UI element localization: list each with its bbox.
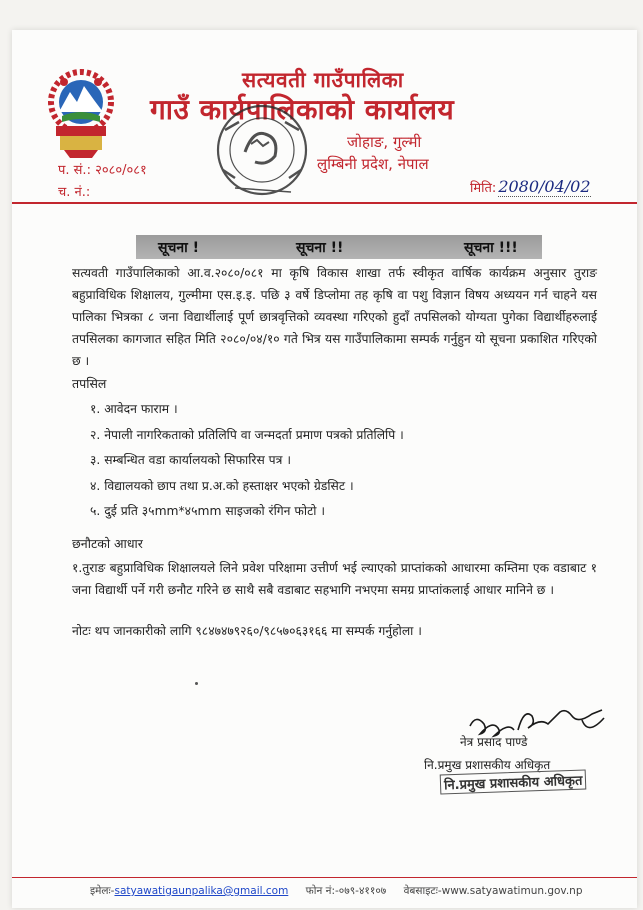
address-line-2: लुम्बिनी प्रदेश, नेपाल: [317, 155, 429, 173]
municipality-name: सत्यवती गाउँपालिका: [242, 68, 404, 92]
signatory-title: नि.प्रमुख प्रशासकीय अधिकृत: [424, 758, 551, 772]
stray-dot: [195, 682, 198, 685]
list-item: २. नेपाली नागरिकताको प्रतिलिपि वा जन्मदर्ता प्रमाण पत्रको प्रतिलिपि ।: [90, 427, 404, 442]
selection-heading: छनौटको आधार: [72, 535, 143, 551]
list-item: ४. विद्यालयको छाप तथा प्र.अ.को हस्ताक्षर भएको ग्रेडसिट ।: [90, 478, 354, 493]
email-label: इमेलः-: [90, 885, 115, 897]
signatory-name: नेत्र प्रसाद पाण्डे: [460, 735, 528, 749]
tapsil-list: [90, 397, 597, 525]
notice-word-2: सूचना !!: [296, 240, 344, 256]
email-link[interactable]: satyawatigaunpalika@gmail.com: [114, 885, 289, 897]
nepal-emblem-logo: [42, 62, 120, 160]
patra-sankhya: प. सं.: २०८०/०८१: [58, 163, 147, 178]
footer: [90, 884, 583, 898]
website-label: वेबसाइटः-: [403, 885, 442, 897]
office-name: गाउँ कार्यपालिकाको कार्यालय: [150, 93, 455, 126]
chalani-number: च. नं.:: [58, 185, 91, 200]
intro-paragraph: सत्यवती गाउँपालिकाको आ.व.२०८०/०८१ मा कृषि विकास शाखा तर्फ स्वीकृत वार्षिक कार्यक्रम अनुसार तुराङ बहुप्राविधिक शिक्षालय, गुल्मीमा एस.इ.इ. पछि ३ वर्षे डिप्लोमा तह कृषि वा पशु विज्ञान विषय अध्ययन गर्न चाहने यस पालिका भित्रका ८ जना विद्यार्थीलाई पूर्ण छात्रवृत्तिको व्यवस्था गरिएको हुदाँ तपसिलको योग्यता पुगेका विद्यार्थीहरुलाई तपसिलका कागजात सहित मिति २०८०/०४/१० गते भित्र यस गाउँपालिकामा सम्पर्क गर्नुहुन यो सूचना प्रकाशित गरिएको छ ।: [72, 266, 597, 368]
date-value: 2080/04/02: [498, 177, 591, 196]
letter-page: [12, 30, 637, 908]
notice-body: [72, 262, 597, 642]
website-url[interactable]: www.satyawatimun.gov.np: [441, 885, 583, 897]
date-label: मिति:: [470, 181, 497, 196]
letter-date: [470, 177, 591, 196]
footer-divider: [12, 877, 637, 878]
contact-note: नोटः थप जानकारीको लागि ९८४७४७९२६०/९८५७०६३१६६ मा सम्पर्क गर्नुहोला ।: [72, 623, 422, 638]
list-item: ३. सम्बन्धित वडा कार्यालयको सिफारिस पत्र ।: [90, 453, 292, 467]
phone-number: फोन नं:-०७९-४११०७: [305, 885, 387, 897]
list-item: १. आवेदन फाराम ।: [90, 402, 178, 416]
list-item: ५. दुई प्रति ३५mm*४५mm साइजको रंगिन फोटो ।: [90, 504, 326, 518]
selection-paragraph: १.तुराङ बहुप्राविधिक शिक्षालयले लिने प्रवेश परिक्षामा उत्तीर्ण भई ल्याएको प्राप्तांकको आधारमा कम्तिमा एक वडाबाट १ जना विद्यार्थी पर्ने गरी छनौट गरिने छ साथै सबै वडाबाट सहभागि नभएमा समग्र प्राप्तांकलाई आधार मानिने छ ।: [72, 560, 597, 597]
tapsil-heading: तपसिल: [72, 376, 107, 391]
header-divider: [12, 202, 637, 204]
office-round-stamp: [205, 100, 320, 205]
address-line-1: जोहाङ, गुल्मी: [347, 133, 422, 151]
signatory-stamp: नि.प्रमुख प्रशासकीय अधिकृत: [440, 769, 587, 794]
notice-word-1: सूचना !: [158, 240, 200, 256]
notice-banner: [136, 235, 542, 259]
notice-word-3: सूचना !!!: [464, 240, 518, 256]
